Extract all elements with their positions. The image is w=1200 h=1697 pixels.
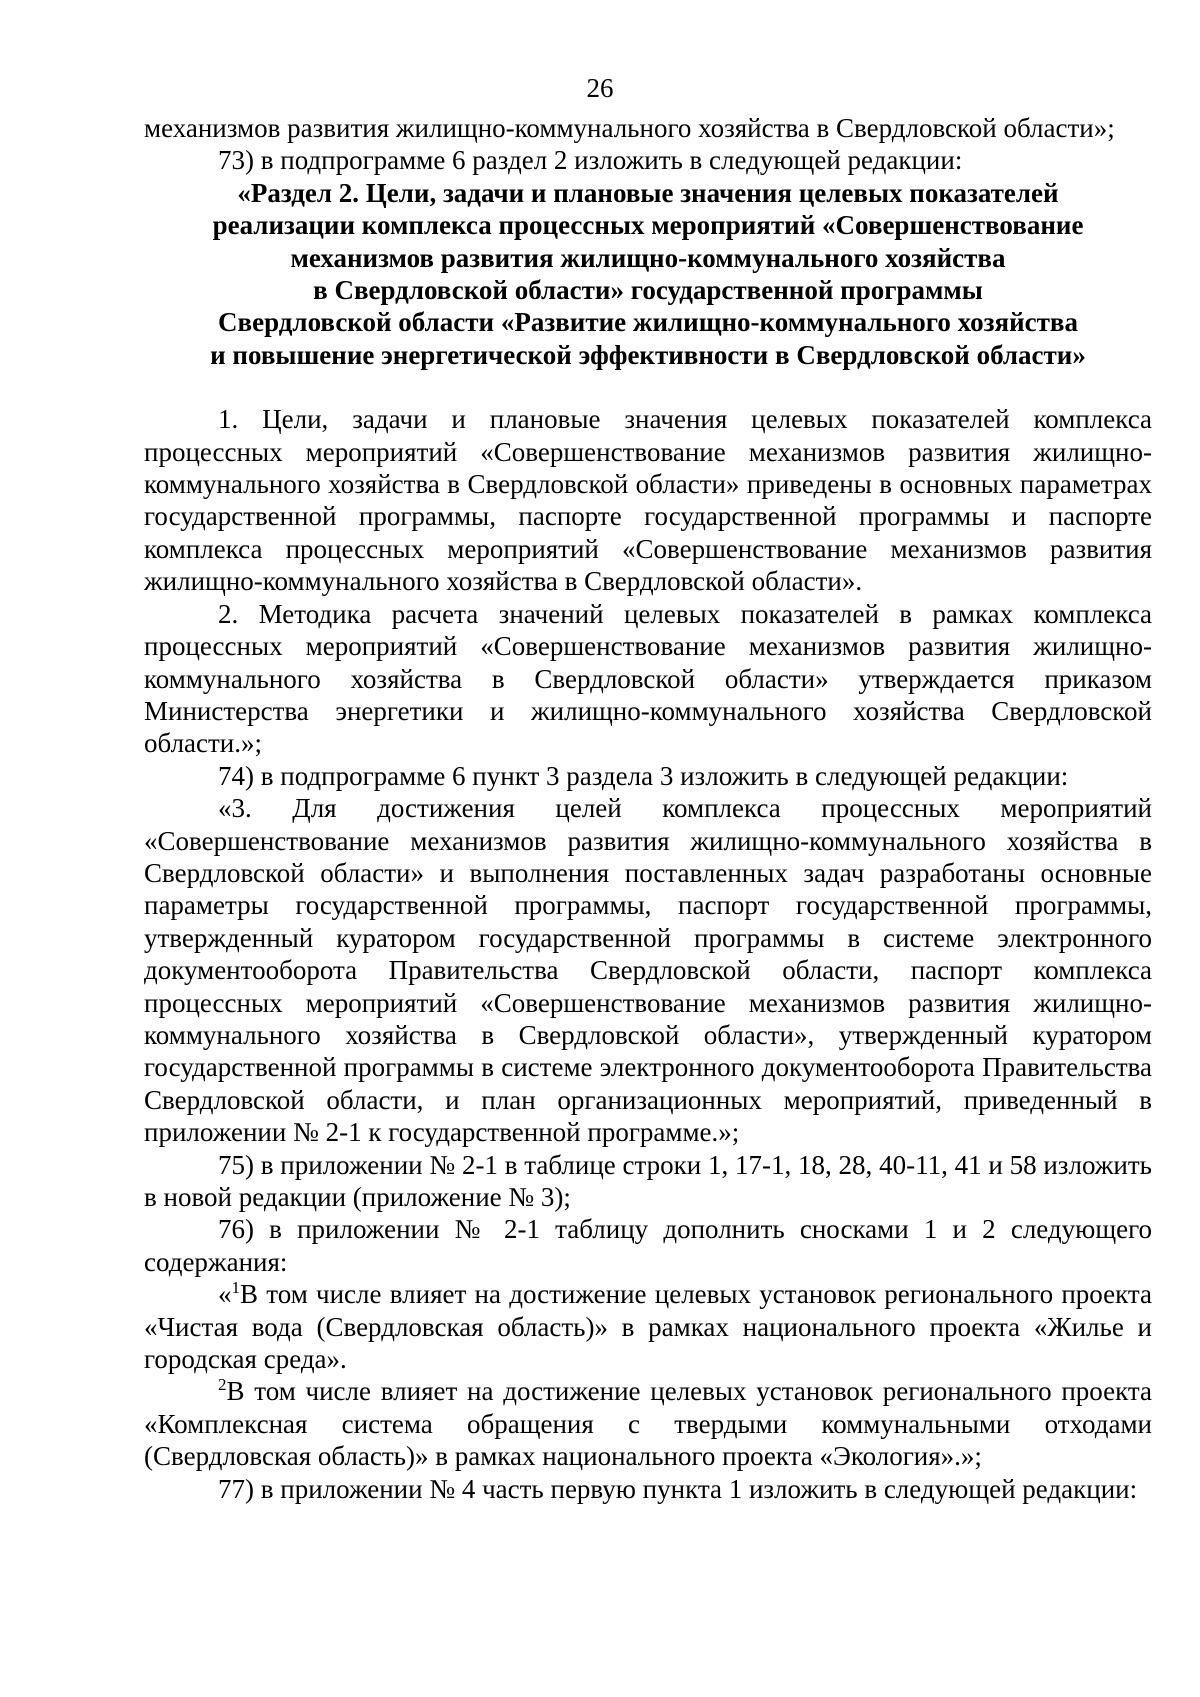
page-number: 26 (586, 73, 614, 103)
footnote-text: В том числе влияет на достижение целевых установок регионального проекта «Комплексная система обращения с твердыми коммунальными отходами (Свердловская область)» в рамках национального проекта «Экология».»; (144, 1376, 1152, 1472)
footnote-mark: 1 (231, 1278, 240, 1298)
section-heading (144, 177, 1152, 371)
paragraph-item-73: 73) в подпрограмме 6 раздел 2 изложить в следующей редакции: (218, 145, 963, 176)
heading-line: и повышение энергетической эффективности в Свердловской области» (210, 339, 1086, 370)
paragraph-point-3: «3. Для достижения целей комплекса процессных мероприятий «Совершенствование механизмов развития жилищно-коммунального хозяйства в Свердловской области» и выполнения поставленных задач разработаны основные параметры государственной программы, паспорт государственной программы, утвержденный куратором государственной программы в системе электронного документооборота Правительства Свердловской области, паспорт комплекса процессных мероприятий «Совершенствование механизмов развития жилищно-коммунального хозяйства в Свердловской области», утвержденный куратором государственной программы в системе электронного документооборота Правительства Свердловской области, и план организационных мероприятий, приведенный в приложении № 2-1 к государственной программе.»; (144, 793, 1152, 1148)
footnote-1 (144, 1278, 1152, 1375)
paragraph-item-74: 74) в подпрограмме 6 пункт 3 раздела 3 изложить в следующей редакции: (218, 760, 1069, 791)
paragraph-item-75: 75) в приложении № 2-1 в таблице строки 1, 17-1, 18, 28, 40-11, 41 и 58 изложить в новой редакции (приложение № 3); (144, 1149, 1152, 1212)
footnote-mark: 2 (218, 1375, 227, 1395)
heading-line: механизмов развития жилищно-коммунального хозяйства (290, 242, 1006, 273)
heading-line: «Раздел 2. Цели, задачи и плановые значения целевых показателей (237, 177, 1059, 208)
heading-line: в Свердловской области» государственной программы (313, 275, 983, 306)
heading-line: реализации комплекса процессных мероприятий «Совершенствование (212, 210, 1084, 241)
paragraph-item-76: 76) в приложении № 2-1 таблицу дополнить сносками 1 и 2 следующего содержания: (144, 1214, 1152, 1277)
document-body (144, 112, 1152, 1505)
footnote-text: В том числе влияет на достижение целевых установок регионального проекта «Чистая вода (Свердловская область)» в рамках национального проекта «Жилье и городская среда». (144, 1279, 1152, 1375)
footnote-open-quote: « (218, 1279, 232, 1310)
paragraph-item-77: 77) в приложении № 4 часть первую пункта 1 изложить в следующей редакции: (218, 1473, 1138, 1504)
footnote-2 (144, 1375, 1152, 1472)
paragraph-continuation: механизмов развития жилищно-коммунального хозяйства в Свердловской области»; (144, 113, 1115, 143)
paragraph-point-1: 1. Цели, задачи и плановые значения целевых показателей комплекса процессных мероприятий «Совершенствование механизмов развития жилищно-коммунального хозяйства в Свердловской области» приведены в основных параметрах государственной программы, паспорте государственной программы и паспорте комплекса процессных мероприятий «Совершенствование механизмов развития жилищно-коммунального хозяйства в Свердловской области». (144, 404, 1152, 597)
paragraph-point-2: 2. Методика расчета значений целевых показателей в рамках комплекса процессных мероприятий «Совершенствование механизмов развития жилищно-коммунального хозяйства в Свердловской области» утверждается приказом Министерства энергетики и жилищно-коммунального хозяйства Свердловской области.»; (144, 598, 1152, 759)
heading-line: Свердловской области «Развитие жилищно-коммунального хозяйства (218, 307, 1078, 338)
spacer (144, 371, 1152, 403)
